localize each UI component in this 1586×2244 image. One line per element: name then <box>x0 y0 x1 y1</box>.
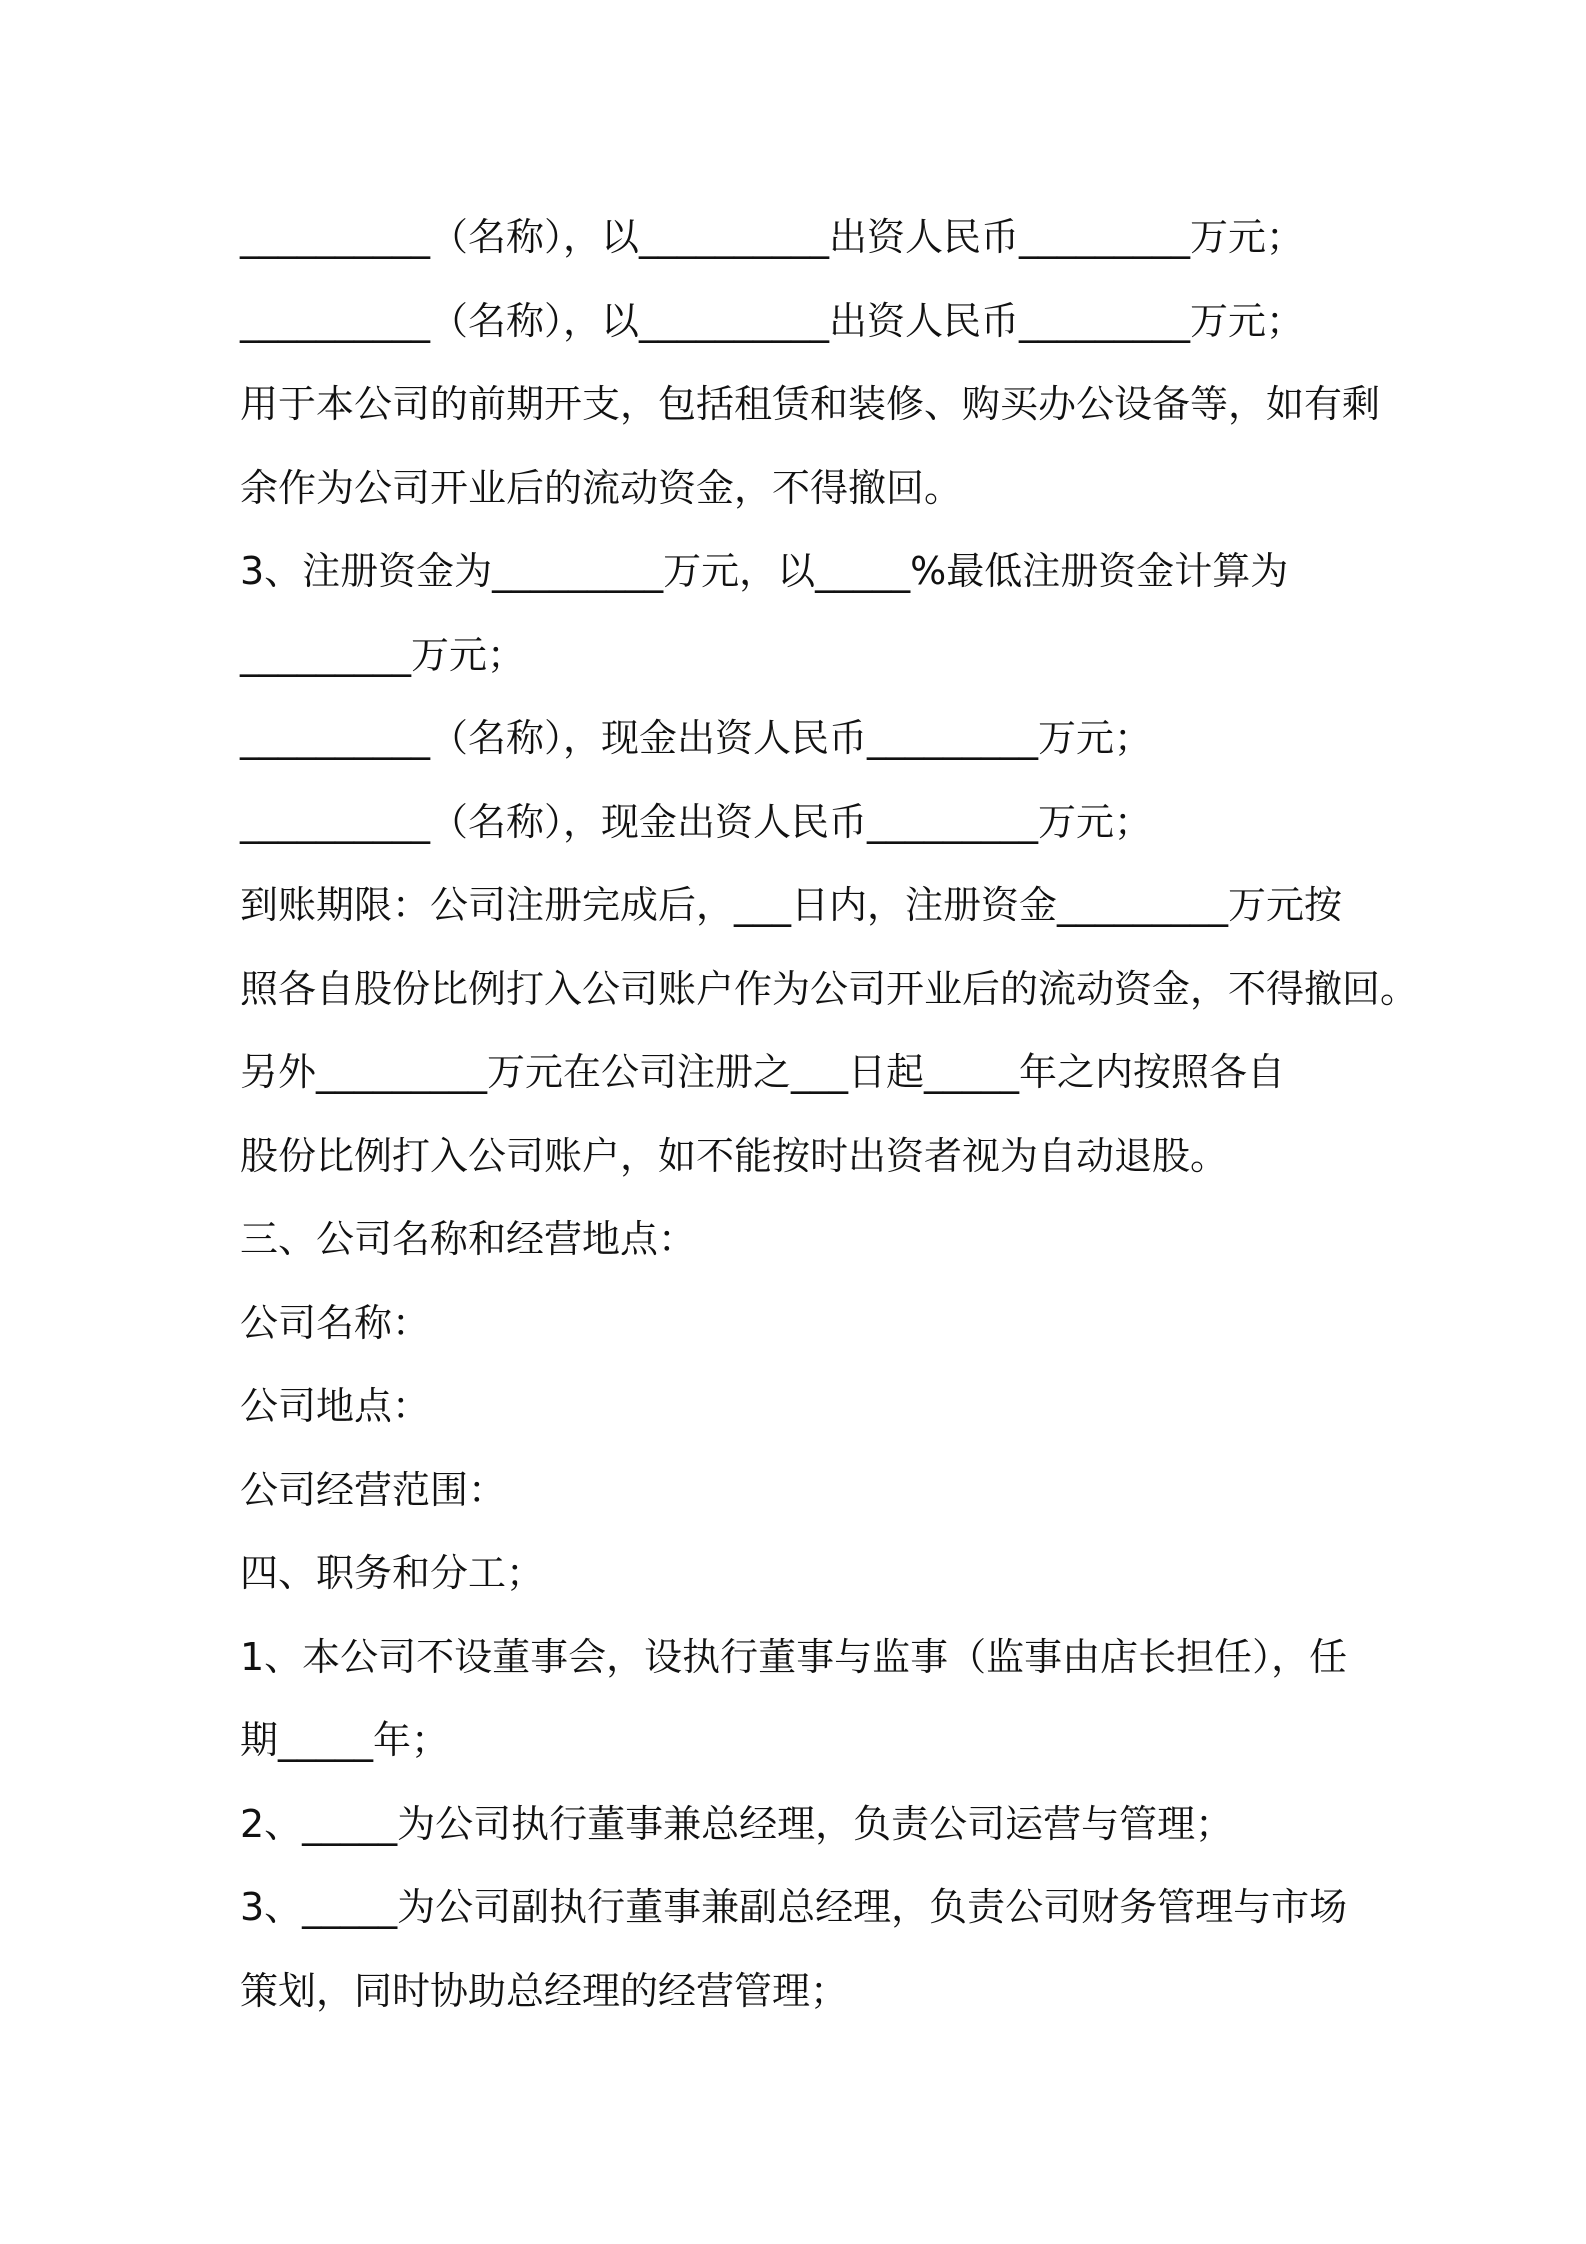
text-line: 到账期限：公司注册完成后，___日内，注册资金_________万元按 <box>240 883 1343 927</box>
field-label-business-scope: 公司经营范围： <box>240 1467 507 1512</box>
field-label-company-location: 公司地点： <box>240 1384 431 1428</box>
text-line: 股份比例打入公司账户，如不能按时出资者视为自动退股。 <box>240 1133 1229 1178</box>
text-line: 3、_____为公司副执行董事兼副总经理，负责公司财务管理与市场 <box>240 1885 1348 1929</box>
text-line: 2、_____为公司执行董事兼总经理，负责公司运营与管理； <box>240 1801 1234 1846</box>
section-heading: 三、公司名称和经营地点： <box>240 1217 697 1261</box>
field-label-company-name: 公司名称： <box>240 1300 431 1345</box>
text-line: 用于本公司的前期开支，包括租赁和装修、购买办公设备等，如有剩 <box>240 382 1381 426</box>
text-line: _________万元； <box>240 632 526 677</box>
text-line: 1、本公司不设董事会，设执行董事与监事（监事由店长担任），任 <box>240 1634 1348 1679</box>
text-line: 3、注册资金为_________万元，以_____%最低注册资金计算为 <box>240 549 1289 593</box>
text-line: 照各自股份比例打入公司账户作为公司开业后的流动资金，不得撤回。 <box>240 966 1419 1011</box>
text-line: 策划，同时协助总经理的经营管理； <box>240 1968 849 2013</box>
text-line: __________（名称），现金出资人民币_________万元； <box>240 799 1153 844</box>
text-line: 另外_________万元在公司注册之___日起_____年之内按照各自 <box>240 1050 1286 1094</box>
text-line: 期_____年； <box>240 1718 450 1762</box>
document-body <box>240 196 1419 2033</box>
section-heading: 四、职务和分工； <box>240 1551 545 1595</box>
text-line: __________（名称），以__________出资人民币_________万元； <box>240 215 1305 259</box>
text-line: 余作为公司开业后的流动资金，不得撤回。 <box>240 465 963 510</box>
text-line: __________（名称），以__________出资人民币_________万元； <box>240 298 1305 343</box>
text-line: __________（名称），现金出资人民币_________万元； <box>240 716 1153 760</box>
